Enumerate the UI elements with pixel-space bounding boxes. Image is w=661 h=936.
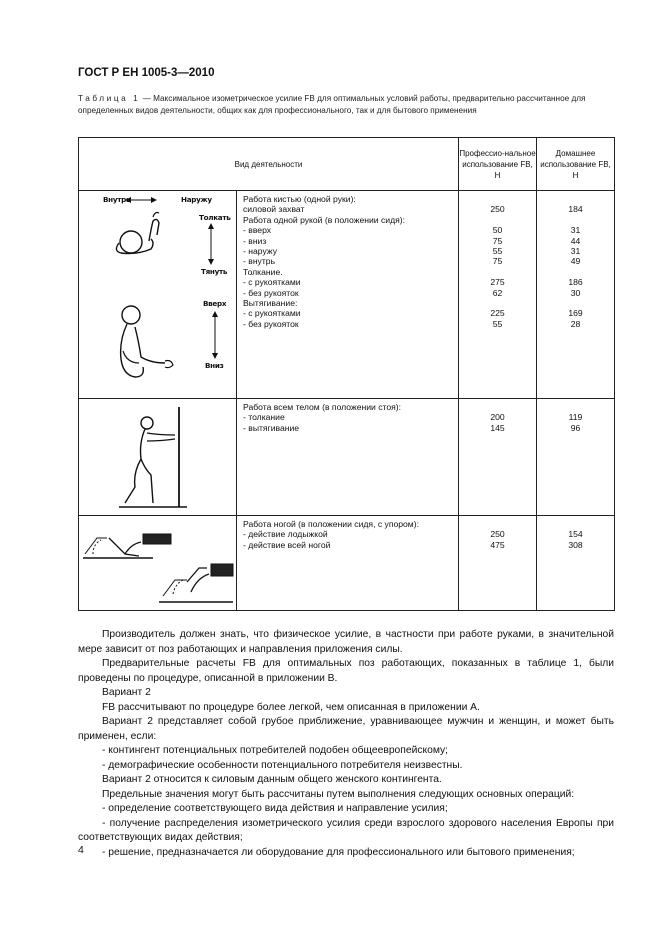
seated-arm-figure-cell <box>79 191 237 399</box>
paragraph: Вариант 2 представляет собой грубое приближение, уравнивающее мужчин и женщин, и может быть применен, если: <box>78 716 614 742</box>
body-text <box>78 628 614 860</box>
label-pull: Тянуть <box>201 267 228 276</box>
list-item: - демографические особенности потенциального потребителя неизвестны. <box>102 759 463 771</box>
label-down: Вниз <box>205 361 224 370</box>
activity-lines: Работа кистью (одной руки): силовой захват Работа одной рукой (в положении сидя): - вверх - вниз - наружу - внутрь Толкание. - с рукоятками - без рукояток Вытягивание: - с рукоятками - без рукояток <box>243 194 405 329</box>
label-outward: Наружу <box>181 195 212 204</box>
table-row <box>79 399 615 516</box>
list-item: - контингент потенциальных потребителей подобен общеевропейскому; <box>102 745 449 756</box>
activity-lines: Работа ногой (в положении сидя, с упором): - действие лодыжкой - действие всей ногой <box>243 519 419 550</box>
home-value-cell <box>537 191 615 399</box>
leg-pedal-figure <box>79 516 237 611</box>
caption-prefix: Таблица 1 <box>78 94 141 103</box>
paragraph: Производитель должен знать, что физическое усилие, в частности при работе руками, в значительной мере зависит от поз работающих и направления приложения силы. <box>78 629 614 655</box>
table-header-row <box>79 138 615 191</box>
header-professional: Профессио-нальное использование FB, Н <box>459 138 537 191</box>
home-value-cell <box>537 516 615 611</box>
header-home: Домашнее использование FB, Н <box>537 138 615 191</box>
label-up: Вверх <box>203 299 227 308</box>
prof-values: 200 145 <box>490 412 505 433</box>
table-caption <box>78 93 614 117</box>
paragraph: Предварительные расчеты FB для оптимальных поз работающих, показанных в таблице 1, были проведены по процедуре, описанной в приложении В. <box>78 658 614 684</box>
activity-lines: Работа всем телом (в положении стоя): - толкание - вытягивание <box>243 402 402 433</box>
activity-cell <box>237 191 459 399</box>
header-activity: Вид деятельности <box>79 138 459 191</box>
label-push: Толкать <box>199 213 231 222</box>
home-values: 184 31 44 31 49 186 30 169 28 <box>568 204 583 329</box>
label-inward: Внутрь <box>103 195 131 204</box>
prof-value-cell <box>459 191 537 399</box>
list-item: - решение, предназначается ли оборудование для профессионального или бытового применения; <box>102 846 575 858</box>
list-item: - определение соответствующего вида действия и направление усилия; <box>102 803 448 814</box>
seated-leg-figure-cell <box>79 516 237 611</box>
list-item: - получение распределения изометрического усилия среди взрослого здорового населения Европы при соответствующих видах действия; <box>78 817 614 843</box>
home-values: 154 308 <box>568 529 583 550</box>
paragraph: Вариант 2 относится к силовым данным общего женского контингента. <box>102 774 442 785</box>
prof-value-cell <box>459 399 537 516</box>
standing-worker-figure <box>79 399 237 516</box>
caption-text: — Максимальное изометрическое усилие FB для оптимальных условий работы, предварительно рассчитанное для определенных видов деятельности, общих как для профессионального, так и для бытового применения <box>78 94 586 116</box>
home-value-cell <box>537 399 615 516</box>
table-row <box>79 191 615 399</box>
prof-values: 250 50 75 55 75 275 62 225 55 <box>490 204 505 329</box>
standing-body-figure-cell <box>79 399 237 516</box>
paragraph: Предельные значения могут быть рассчитаны путем выполнения следующих основных операций: <box>102 788 575 800</box>
document-header: ГОСТ Р ЕН 1005-3—2010 <box>78 67 215 79</box>
home-values: 119 96 <box>568 412 583 433</box>
page-number: 4 <box>78 844 84 856</box>
prof-value-cell <box>459 516 537 611</box>
activity-cell <box>237 399 459 516</box>
paragraph: FB рассчитывают по процедуре более легкой, чем описанная в приложении А. <box>102 701 480 713</box>
activity-cell <box>237 516 459 611</box>
table-row <box>79 516 615 611</box>
force-table <box>78 137 615 611</box>
prof-values: 250 475 <box>490 529 505 550</box>
paragraph: Вариант 2 <box>102 687 151 698</box>
